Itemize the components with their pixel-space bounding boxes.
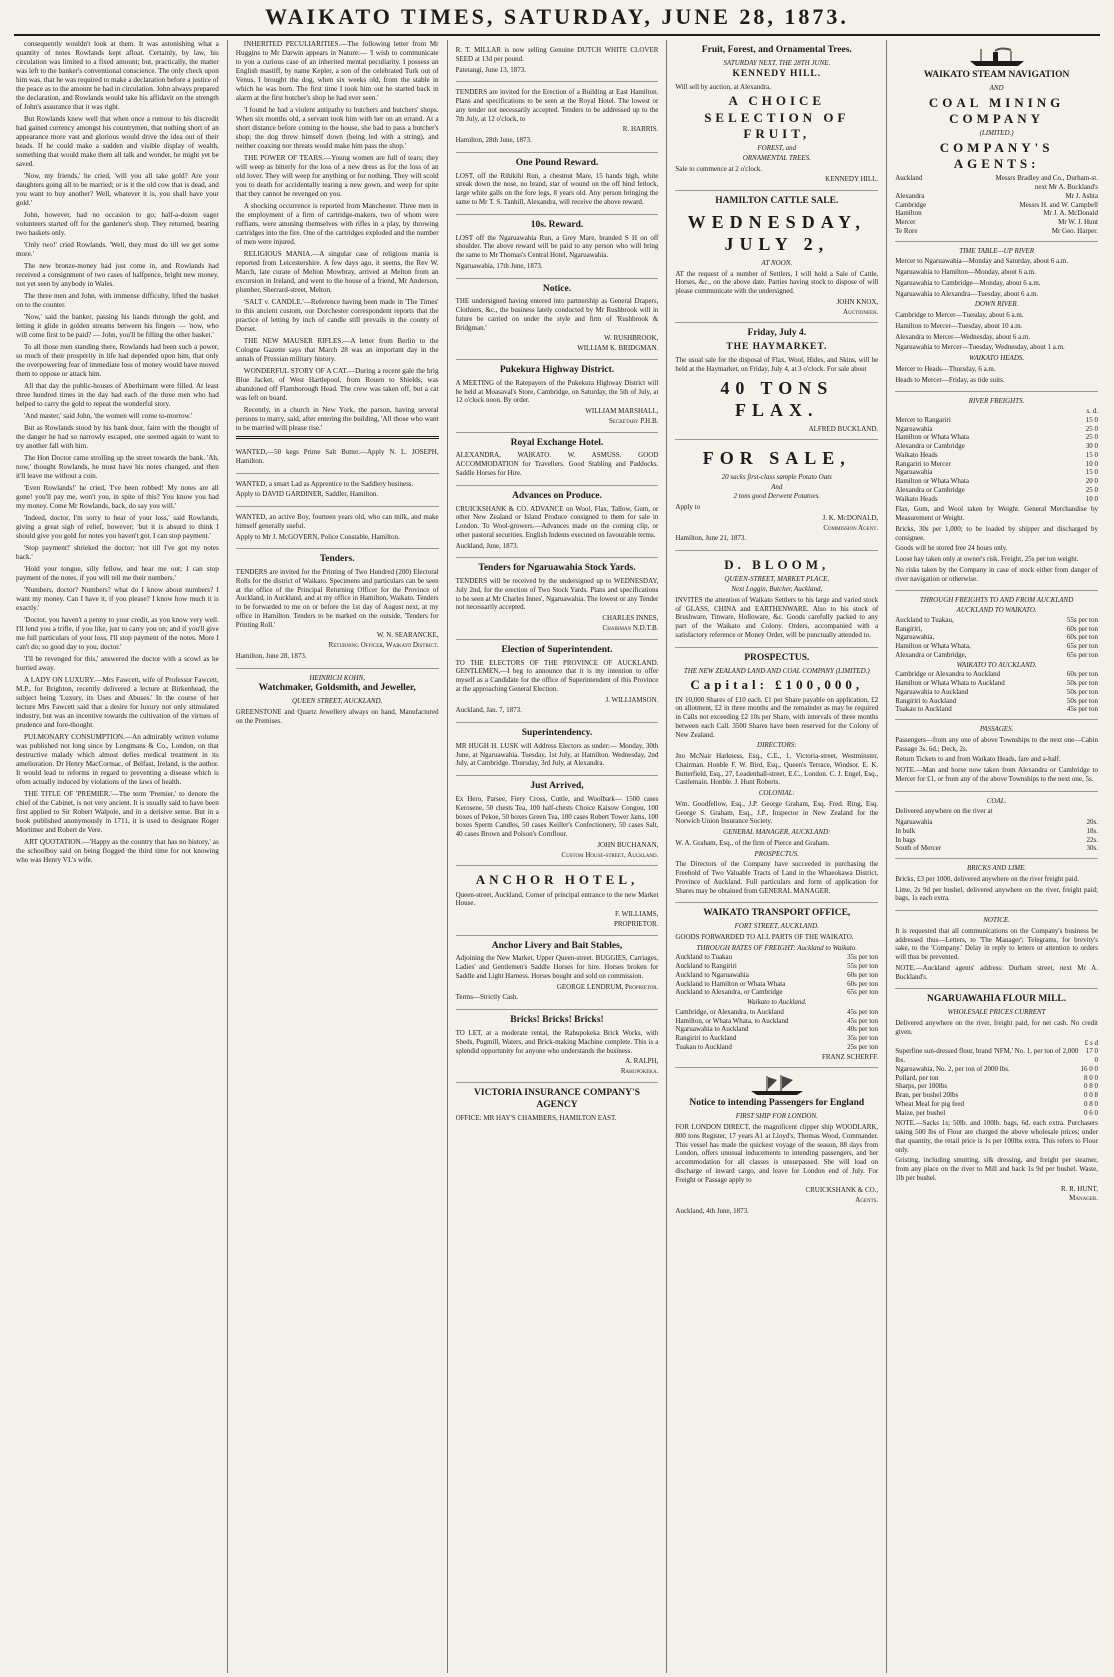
superintendency-ad	[456, 723, 659, 776]
col1-para: 'Numbers, doctor? Numbers? what do I know about numbers? I want my money. Can I have it, if you please? I know how much it is exactly.'	[16, 586, 219, 612]
ad-date: Hamilton, June 21, 1873.	[675, 534, 747, 543]
freight-row: Ngaruawahia, 60s per ton	[895, 633, 1098, 642]
col1-para: All that day the public-houses of Aberhirnant were filled. At least three hundred times in the day had each of the three men who had helped to carry the gold to repeat the wonderful story.	[16, 382, 219, 408]
ad-body: W. A. Graham, Esq., of the firm of Pierce and Graham.	[675, 838, 830, 847]
col2-para: THE POWER OF TEARS.—Young women are full of tears; they will weep as bitterly for the loss of a new dress as for the loss of an old lover. They will weep for anything or for nothing. They will scold you to death for accidentally tearing a new gown, and weep for spite that they cannot be revenged on you.	[235, 154, 439, 198]
ad-sub: (LIMITED.)	[979, 129, 1014, 138]
ad-body: CRUICKSHANK & CO. ADVANCE on Wool, Flax, Tallow, Gum, or other New Zealand or Island Produce consigned to them for sale in London. To Wool-growers.—Advances made on the coming clip, or other pastoral securities. English Indents executed on favourable terms.	[455, 504, 659, 539]
freight-row: Hamilton or Whata Whata 20 0	[895, 477, 1098, 486]
ad-section-heading: COMPANY'S AGENTS:	[939, 139, 1054, 172]
ad-body: LOST off the Ngaruawahia Run, a Grey Mare, branded S H on off shoulder. The above reward will be paid to any person who will bring the same to Mr Thomas's Central Hotel, Ngaruawahia.	[455, 233, 659, 259]
ad-signature: Agents.	[855, 1196, 879, 1204]
column-5	[887, 40, 1106, 1673]
ad-section-heading: Waikato to Auckland.	[746, 998, 807, 1007]
ad-heading: Election of Superintendent.	[501, 644, 613, 655]
rate-row: Tuakau to Auckland 25s per ton	[675, 1042, 879, 1051]
ad-heading: One Pound Reward.	[515, 157, 599, 168]
ad-signature: R. R. HUNT,	[1060, 1184, 1098, 1193]
col1-para: 'Now,' said the banker, passing his hands through the gold, and letting it glide in golden streams between his fingers — 'now, who will come first to be paid? — John, you'll be filling the other basket.'	[16, 313, 219, 339]
freight-row: Cambridge or Alexandra to Auckland 60s per ton	[895, 670, 1098, 679]
ad-body: Adjoining the New Market, Upper Queen-street. BUGGIES, Carriages, Ladies' and Gentlemen's Saddle Horses for hire. Horses broken for Saddle and Light Harness. Horses bought and sold on commission.	[455, 954, 659, 980]
ad-body: GREENSTONE and Quartz Jewellery always on hand, Manufactured on the Premises.	[235, 708, 439, 725]
ad-big: A CHOICE SELECTION OF FRUIT,	[704, 93, 850, 141]
coal-row: Ngaruawahia 20s.	[895, 818, 1098, 827]
timetable-line: Ngaruawahia to Hamilton—Monday, about 6 a.m.	[895, 268, 1036, 277]
col2-para: A shocking occurrence is reported from Manchester. Three men in the employment of a firm of cartridge-makers, two of whom were ruffians, were amusing themselves with rifles in a play, by throwing cartridges into the fire. One of the cartridges exploded and the number of men were injured.	[235, 202, 439, 246]
ad-body: The usual sale for the disposal of Flax, Wool, Hides, and Skins, will be held at the Haymarket, on Friday, July 4, at 3 o'clock. For sale about	[675, 356, 879, 373]
insurance-ad	[456, 1083, 659, 1130]
timetable-line: Mercer to Ngaruawahia—Monday and Saturday, about 6 a.m.	[895, 257, 1069, 266]
ad-signature: CRUICKSHANK & CO.,	[805, 1186, 879, 1195]
col2-para: 'SALT v. CANDLE.'—Reference having been made in 'The Times' to this ancient custom, our Dorchester correspondent reports that the practice of letting by inch of candle still prevails in the county of Dorset.	[235, 298, 439, 333]
freight-cols: s. d.	[1086, 407, 1098, 416]
rate-row: Auckland to Ngaruawahia 60s per ton	[675, 970, 879, 979]
col1-para: 'Stop payment!' shrieked the doctor; 'not till I've got my notes back.'	[16, 544, 219, 561]
column-3	[448, 40, 668, 1673]
ad-heading: Just Arrived,	[530, 781, 584, 792]
ad-signature: Manager.	[1069, 1194, 1098, 1203]
ad-body: Ex Hero, Parsee, Fiery Cross, Cuttle, and Woolbark— 1500 cases Kerosene, 50 chests Tea, 100 half-chests Choice Kaisow Congou, 100 boxes of Pekoe, 50 boxes Green Tea, 100 cases Robert Tower Jams, 100 boxes Sperm Candles, 50 cases Keiller's Confectionery, 50 cases Salt, 40 cases Brown and Polson's Cornflour.	[455, 795, 659, 838]
freight-row: Rangiriri, 60s per ton	[895, 624, 1098, 633]
ad-sub: WAIKATO TO AUCKLAND.	[956, 660, 1037, 669]
freight-row: Alexandra or Cambridge 25 0	[895, 485, 1098, 494]
ad-body: Delivered anywhere on the river, freight paid, for net cash. No credit given.	[895, 1019, 1098, 1036]
col1-para: 'Doctor, you haven't a penny to your credit, as you know very well. I'll lend you a trifle, if you like, just to carry you on; and if you'll give me full particulars of your loss, I'll stop payment of the notes. More I can't do; so good day to you, doctor.'	[16, 616, 219, 651]
ad-heading: WANTED,—50 kegs Prime Salt Butter.—Apply N. L. JOSEPH, Hamilton.	[235, 448, 439, 465]
ad-date: Auckland, Jan. 7, 1873.	[455, 706, 522, 715]
col1-para: 'Indeed, doctor, I'm sorry to hear of your loss,' said Rowlands, giving a great sigh of relief, however; 'but it is absurd to think I should give you gold for notes you haven't got. I can stop payment.'	[16, 514, 219, 540]
wanted-ad	[236, 442, 439, 474]
ad-body: Delivered anywhere on the river at	[895, 807, 993, 816]
rate-row: Auckland to Tuakau 35s per ton	[675, 953, 879, 962]
rate-row: Hamilton, or Whata Whata, to Auckland 45s per ton	[675, 1016, 879, 1025]
timetable-line: Heads to Mercer—Friday, as tide suits.	[895, 375, 1005, 384]
freight-note: Bricks, 30s per 1,000; to be loaded by shipper and discharged by consignee.	[895, 524, 1098, 542]
col1-para: The three men and John, with immense difficulty, lifted the basket on to the counter.	[16, 292, 219, 309]
ad-signature: JOHN KNOX,	[836, 297, 879, 306]
reward-ad	[456, 215, 659, 279]
ad-signature: CHARLES INNES,	[602, 614, 659, 623]
price-row: Wheat Meal for pig feed 0 8 0	[895, 1099, 1098, 1108]
ad-signature: Returning Officer, Waikato District.	[328, 641, 439, 650]
freight-row: Mercer to Rangariri 15 0	[895, 415, 1098, 424]
freight-row: Alexandra or Cambridge 30 0	[895, 442, 1098, 451]
ad-signature: Rahupokeka.	[620, 1067, 659, 1075]
ad-sub: AUCKLAND TO WAIKATO.	[956, 606, 1037, 615]
ad-section-heading: COAL.	[986, 796, 1007, 805]
agent-row: Te Rore Mr Geo. Harper.	[895, 226, 1098, 235]
column-2	[228, 40, 448, 1673]
ad-body: Queen-street, Auckland, Corner of principal entrance to the new Market House.	[455, 890, 659, 908]
agent-row: Mercer Mr W. J. Hunt	[895, 218, 1098, 227]
freight-note: Goods will be stored free 24 hours only.	[895, 544, 1008, 553]
ad-section-heading: THROUGH RATES OF FREIGHT: Auckland to Waikato.	[696, 943, 858, 952]
ad-big: FOR SALE,	[702, 448, 851, 469]
ad-signature: GEORGE LENDRUM, Proprietor.	[556, 982, 659, 991]
freight-row: Rangariri to Mercer 10 0	[895, 459, 1098, 468]
ad-heading: Fruit, Forest, and Ornamental Trees.	[701, 45, 852, 55]
ad-body: Return Tickets to and from Waikato Heads, fare and a-half.	[895, 755, 1061, 764]
timetable-line: Ngaruawahia to Cambridge—Monday, about 6 a.m.	[895, 278, 1041, 287]
timetable	[895, 242, 1098, 393]
ad-note: NOTE.—Man and horse now taken from Alexandra or Cambridge to Mercer for £1, or from any of the above Townships to the next one, 5s.	[895, 766, 1098, 783]
ad-line: 2 tons good Derwent Potatoes.	[733, 492, 821, 501]
prospectus-ad	[675, 648, 878, 904]
timetable-line: Cambridge to Mercer—Tuesday, about 6 a.m.	[895, 311, 1024, 320]
ad-line: ORNAMENTAL TREES.	[742, 153, 811, 162]
ad-section-heading: TIME TABLE—UP RIVER	[959, 246, 1034, 255]
rate-row: Auckland to Alexandra, or Cambridge 65s per ton	[675, 988, 879, 997]
column-rule	[236, 436, 439, 439]
ad-body: ALEXANDRA, WAIKATO. W. ASMUSS. GOOD ACCOMMODATION for Travellers. Good Stabling and Paddocks. Saddle Horses for Hire.	[455, 451, 659, 477]
ad-heading: D. BLOOM,	[724, 557, 830, 573]
column-1	[8, 40, 228, 1673]
price-row: Sharps, per 100lbs 0 8 0	[895, 1082, 1098, 1091]
ad-signature: Chairman N.D.T.B.	[602, 623, 659, 632]
ad-name: HEINRICH KOHN,	[309, 673, 365, 682]
steamer-icon	[967, 46, 1027, 68]
ad-heading: PROSPECTUS.	[744, 652, 810, 663]
ad-body: OFFICE: MR HAY'S CHAMBERS, HAMILTON EAST.	[455, 1113, 617, 1122]
ad-apply: Apply to	[675, 503, 701, 512]
ad-body: R. T. MILLAR is now selling Genuine DUTCH WHITE CLOVER SEED at 13d per pound.	[455, 46, 659, 63]
freight-row: Hamilton or Whata Whata to Auckland 50s per ton	[895, 679, 1098, 688]
ad-note: Gristing, including smutting, silk dressing, and freight per steamer, from any place on the river to Mill and back 1s 9d per bushel. Waste, 1lb per bushel.	[895, 1156, 1098, 1182]
ad-heading: 10s. Reward.	[530, 219, 584, 230]
ad-signature: Commission Agent.	[823, 523, 879, 532]
freight-note: No risks taken by the Company in case of stock either from danger of river navigation or otherwise.	[895, 565, 1098, 583]
ad-signature: Secretary P.H.B.	[608, 416, 659, 425]
freight-row: Hamilton or Whata Whata 25 0	[895, 433, 1098, 442]
freight-row: Waikato Heads 15 0	[895, 450, 1098, 459]
ad-date: Hamilton, June 28, 1873.	[235, 651, 307, 660]
ad-body: TENDERS are invited for the Erection of a Building at East Hamilton. Plans and specifications to be seen at the Royal Hotel. The lowest or any tender not necessarily accepted. Tenders to be addressed up to the 7th July, at 12 o'clock, to	[455, 88, 659, 123]
ad-heading: Notice.	[542, 283, 572, 294]
ad-date: Auckland, 4th June, 1873.	[675, 1206, 749, 1215]
transport-ad	[675, 903, 878, 1068]
price-row: Ngaruawahia, No. 2, per ton of 2000 lbs. 16 0 0	[895, 1064, 1098, 1073]
col1-para: A LADY ON LUXURY.—Mrs Fawcett, wife of Professor Fawcett, M.P., for Brighton, recently delivered a lecture at Birkenhead, the subject being 'Luxury, its Uses and Abuses.' In the course of her lecture Mrs Fawcett said that a desire for luxury not only stimulated industry, but was an incentive towards the cultivation of the virtues of prudence and fore-thought.	[16, 676, 219, 729]
ad-note: Sale to commence at 2 o'clock.	[675, 164, 763, 173]
stockyard-ad	[456, 558, 659, 639]
ad-sub: THE NEW ZEALAND LAND AND COAL COMPANY (LIMITED.)	[683, 666, 870, 675]
masthead-title: WAIKATO TIMES, SATURDAY, JUNE 28, 1873.	[265, 4, 849, 29]
ad-body: TO LET, at a moderate rental, the Rahupokeka Brick Works, with Sheds, Pugmill, Waters, and Brick-making Machine complete. This is a splendid opportunity for anyone who understands the business.	[455, 1029, 659, 1055]
ad-body: INVITES the attention of Waikato Settlers to his large and varied stock of GLASS, CHINA and EARTHENWARE. Also to his stock of Brushware, Tinware, Holloware, &c. Goods carefully packed to any part of the Waikato and Colony. Orders, accompanied with a satisfactory reference or Money Order, will be punctually attended to.	[675, 595, 879, 639]
ad-body: Apply to Mr J. McGOVERN, Police Constable, Hamilton.	[235, 532, 400, 541]
ad-heading: VICTORIA INSURANCE COMPANY'S AGENCY	[474, 1087, 640, 1110]
ad-body: IN 10,000 Shares of £10 each. £1 per Share payable on application, £2 on allotment, £2 in three months and the remainder as may be required in Calls not exceeding £2 10s per Share, with intervals of three months between each Call. 3500 Shares have been reserved for the Colony of New Zealand.	[675, 695, 879, 739]
ad-section-heading: DIRECTORS:	[757, 741, 797, 750]
ad-sub: WHOLESALE PRICES CURRENT	[947, 1008, 1046, 1017]
river-freights	[895, 392, 1098, 591]
ad-line: FOREST, and	[757, 144, 797, 152]
ad-heading: Royal Exchange Hotel.	[510, 437, 604, 448]
ad-signature: JOHN BUCHANAN,	[597, 840, 659, 849]
ad-body: Bricks, £3 per 1000, delivered anywhere on the river freight paid.	[895, 874, 1079, 883]
ad-heading: Bricks! Bricks! Bricks!	[510, 1015, 604, 1026]
ad-signature: W. RUSHBROOK,	[604, 334, 659, 343]
ad-section-heading: COLONIAL:	[758, 789, 795, 797]
ad-sub: Next Loggin, Butcher, Auckland,	[731, 585, 823, 594]
column-4	[667, 40, 887, 1673]
bricks-ad	[456, 1010, 659, 1083]
ad-signature: PROPRIETOR.	[613, 919, 659, 928]
ad-body: FOR LONDON DIRECT, the magnificent clipper ship WOODLARK, 800 tons Register, 17 years A1 at Lloyd's, Thomas Wood, Commander. This vessel has made the quickest voyage of the season, 88 days from London, offers unusual inducements to intending passengers, and her accommodation for all classes is unsurpassed. She will load on discharge of inward cargo, and leave for London end of July. For Freight or Passage apply to	[675, 1123, 879, 1184]
for-sale-ad	[675, 440, 878, 551]
freight-row: Ngaruawahia 25 0	[895, 424, 1098, 433]
livery-ad	[456, 936, 659, 1011]
tenders-ad	[236, 549, 439, 668]
ad-signature: J. K. McDONALD,	[822, 513, 879, 522]
ad-signature: R. HARRIS.	[622, 125, 659, 134]
col2-para: Recently, in a church in New York, the parson, having several persons to marry, said, after entering the building, 'All those who want to be married will please rise.'	[235, 406, 439, 432]
arrived-ad	[456, 776, 659, 866]
ad-body: TENDERS will be received by the undersigned up to WEDNESDAY, July 2nd, for the erection of Two Stock Yards. Plans and specifications to be seen at Mr Charles Innes', Ngaruawahia. The lowest or any Tender not necessarily accepted.	[455, 577, 659, 612]
company-notice	[895, 911, 1098, 989]
ad-body: GOODS FORWARDED TO ALL PARTS OF THE WAIKATO.	[675, 932, 854, 941]
ad-signature: A. RALPH,	[625, 1057, 659, 1066]
ad-signature: W. N. SEARANCKE,	[376, 631, 439, 640]
ad-heading: Superintendency.	[521, 728, 593, 738]
ad-heading: WANTED, a smart Lad as Apprentice to the Saddlery business.	[235, 479, 414, 488]
freight-note: Loose hay taken only at owner's risk. Freight, 25s per ton weight.	[895, 555, 1079, 564]
ad-heading: NGARUAWAHIA FLOUR MILL.	[927, 994, 1067, 1005]
ad-signature: Custom House-street, Auckland.	[561, 850, 659, 859]
col2-para: WONDERFUL STORY OF A CAT.—During a recent gale the brig Blue Jacket, of West Hartlepool, from Rouen to Shields, was abandoned off Flamborough Head. The crew was taken off, but a cat was left on board.	[235, 367, 439, 402]
ad-section-heading: WAIKATO HEADS.	[969, 354, 1025, 363]
ad-signature: ALFRED BUCKLAND.	[808, 424, 879, 433]
ad-big: COAL MINING COMPANY	[928, 94, 1065, 126]
london-ship-ad	[675, 1068, 878, 1222]
election-ad	[456, 640, 659, 723]
col1-para: The new bronze-money had just come in, and Rowlands had received a consignment of two cases of halfpence, bright new money, not yet seen by anybody in Wales.	[16, 262, 219, 288]
price-row: Superfine sun-dressed flour, brand 'NFM,' No. 1, per ton of 2,000 lbs. 17 0 0	[895, 1047, 1098, 1064]
ad-section-heading: GENERAL MANAGER, AUCKLAND:	[723, 828, 831, 836]
freight-row: Alexandra or Cambridge, 65s per ton	[895, 650, 1098, 659]
ad-heading: Advances on Produce.	[512, 490, 602, 501]
freight-row: Rangiriri to Auckland 50s per ton	[895, 696, 1098, 705]
agent-row: Hamilton Mr J. A. McDonald	[895, 209, 1098, 218]
ad-body: LOST, off the Rihikihi Run, a chestnut Mare, 15 hands high, white streak down the nose, no brand, star of wound on the off hind fetlock, large white galls on the fore legs, 8 years old. Any person bringing the same to Mr T. S. Tanhill, Alexandra, will receive the above reward.	[455, 171, 659, 206]
rate-row: Ngaruawahia to Auckland 40s per ton	[675, 1025, 879, 1034]
timetable-line: Ngaruawahia to Mercer—Tuesday, Wednesday, about 1 a.m.	[895, 343, 1065, 352]
ad-signature: WILLIAM MARSHALL,	[585, 407, 659, 415]
ad-heading: HAMILTON CATTLE SALE.	[715, 196, 839, 206]
ad-heading: WANTED, an active Boy, fourteen years old, who can milk, and make himself generally useful.	[235, 513, 439, 530]
ad-heading: Notice to intending Passengers for England	[689, 1098, 865, 1109]
kohn-ad	[236, 669, 439, 733]
cattle-sale-ad	[675, 191, 878, 323]
ad-and: AND	[989, 83, 1004, 92]
freight-row: Ngaruawahia 15 0	[895, 468, 1098, 477]
tender-building-ad	[456, 82, 659, 153]
ad-where: THE HAYMARKET.	[726, 342, 828, 353]
rate-row: Auckland to Rangiriri 55s per ton	[675, 962, 879, 971]
agent-row: Alexandra Mr J. Ashta	[895, 191, 1098, 200]
ad-date: Auckland, June, 1873.	[455, 541, 519, 550]
freight-note: Flax, Gum, and Wool taken by Weight. General Merchandise by Measurement or Weight.	[895, 505, 1098, 523]
col2-para: RELIGIOUS MANIA.—A singular case of religious mania is reported from Leicestershire. A few days ago, it seems, the Rev W. March, late curate of Melton Mowbray, arrived at Melton from an excursion in Ireland, and went to the house of a friend, Mr Anderson, plumber, Sherrard-street, Melton.	[235, 250, 439, 294]
col2-para: THE NEW MAUSER RIFLES.—A letter from Berlin to the Cologne Gazette says that March 28 was an important day in the annals of Prussian military history.	[235, 337, 439, 363]
bloom-ad	[675, 551, 878, 648]
passages	[895, 720, 1098, 792]
ad-heading: Watchmaker, Goldsmith, and Jeweller,	[258, 683, 416, 694]
col1-para: ART QUOTATION.—'Happy as the country that has no history,' as the schoolboy said on being flogged the third time for not knowing who was Henry VI.'s wife.	[16, 838, 219, 864]
ad-signature: FRANZ SCHERFF.	[821, 1052, 879, 1061]
ad-note: NOTE.—Sacks 1s; 50lb. and 100lb. bags, 6d. each extra. Purchasers taking 500 lbs of Flour are charged the above wholesale prices; under that quantity, the retail price is 1s per 100lbs extra. This refers to Flour only.	[895, 1119, 1098, 1154]
freight-row: Auckland to Tuakau, 55s per ton	[895, 615, 1098, 624]
ad-heading: Tenders for Ngaruawahia Stock Yards.	[478, 563, 636, 574]
ad-at: AT NOON.	[761, 258, 793, 267]
ad-section-heading: DOWN RIVER.	[974, 300, 1019, 309]
price-cols: £ s d	[1084, 1038, 1098, 1047]
agent-row: Cambridge Messrs H. and W. Campbell	[895, 200, 1098, 209]
ad-sub: FIRST SHIP FOR LONDON.	[735, 1112, 818, 1121]
freight-row: Waikato Heads 10 0	[895, 494, 1098, 503]
coal-row: South of Mercer 30s.	[895, 844, 1098, 853]
ad-body: The Directors of the Company have succeeded in purchasing the Freehold of Two Valuable Tracts of Land in the Whaeokawa District, Province of Auckland. Full particulars and form of application for Shares may be obtained from GENERAL MANAGER.	[675, 860, 879, 895]
ad-body: A MEETING of the Ratepayers of the Pukekura Highway District will be held at Moasaval's Store, Cambridge, on Saturday, the 5th of July, at 12 o'clock noon. By order.	[455, 378, 659, 405]
col1-para: 'Hold your tongue, silly fellow, and hear me out; I can stop payment of the notes, if you will tell me their numbers.'	[16, 565, 219, 582]
agent-row: next Mr A. Buckland's	[1034, 183, 1098, 192]
ad-section-heading: NOTICE.	[983, 916, 1010, 925]
ad-signature: J. WILLIAMSON.	[605, 695, 659, 704]
ad-date: Hamilton, 28th June, 1873.	[455, 136, 532, 144]
ad-signature: WILLIAM K. BRIDGMAN.	[577, 344, 659, 353]
ad-body: TENDERS are invited for the Printing of Two Hundred (200) Electoral Rolls for the district of Waikato. Specimens and particulars can be seen at the office of the Principal Returning Officer for the Province of Auckland, in Auckland, and at my office in Hamilton, Waikato. Tenders to be forwarded to me on or before the 1st day of August next, at my office in Hamilton. Tenders to be marked on the outside, 'Tenders for Printing Roll.'	[235, 568, 439, 629]
wanted-ad	[236, 474, 439, 508]
flax-sale-ad	[675, 323, 878, 440]
ad-date: Ngaruawahia, 17th June, 1873.	[455, 261, 543, 270]
notice-ad	[456, 279, 659, 360]
freight-row: Hamilton or Whata Whata, 65s per ton	[895, 642, 1098, 651]
ad-signature: KENNEDY HILL.	[825, 175, 879, 184]
ad-where: KENNEDY HILL.	[732, 68, 822, 79]
ad-sub: FORT STREET, AUCKLAND.	[734, 922, 819, 931]
ad-body: MR HUGH H. LUSK will Address Electors as under:— Monday, 30th June, at Ngaruawahia. Tuesday, 1st July, at Hamilton. Wednesday, 2nd July, at Cambridge. Thursday, 3rd July, at Alexandra.	[455, 741, 659, 768]
rate-row: Auckland to Hamilton or Whata Whata 60s per ton	[675, 979, 879, 988]
col1-para: 'Now, my friends,' he cried, 'will you all take gold? Are your daughters going all to be married; or is it the old cow that is dead, and you want to buy another? Well, whatever it is, you shall have your gold.'	[16, 172, 219, 207]
ad-big: WEDNESDAY, JULY 2,	[687, 211, 866, 255]
ad-body: TO THE ELECTORS OF THE PROVINCE OF AUCKLAND. GENTLEMEN,—I beg to announce that it is my intention to offer myself as a Candidate for the office of Superintendent of this Province at the approaching General Election.	[455, 658, 659, 693]
ad-body: Wm. Goodfellow, Esq., J.P. George Graham, Esq. Fred. Ring, Esq. George S. Graham, Esq., J.P., Inspector in New Zealand for the Norwich Union Insurance Society.	[675, 799, 879, 826]
bricks-lime	[895, 859, 1098, 911]
price-row: Maize, per bushel 0 6 0	[895, 1108, 1098, 1117]
ad-line: 20 sacks first-class sample Potato Oats	[721, 472, 832, 481]
price-row: Bran, per bushel 20lbs 0 0 8	[895, 1091, 1098, 1099]
wanted-ad	[236, 507, 439, 549]
ad-body: Lime, 2s 9d per bushel, delivered anywhere on the river, freight paid; bags, 1s each extra.	[895, 885, 1098, 903]
col2-para: 'I found he had a violent antipathy to butchers and butchers' shops. When six months old, a servant took him with her on an errand. At a short distance before coming to the house, she had to pass a butcher's shop; the dog threw himself down (being led with a string), and neither coaxing nor threats would make him pass the shop.'	[235, 106, 439, 150]
rate-row: Rangiriri to Auckland 35s per ton	[675, 1034, 879, 1043]
ad-heading: Pukekura Highway District.	[499, 364, 615, 375]
ad-body: It is requested that all communications on the Company's business be addressed thus—Letters, to 'The Manager'; Telegrams, for brevity's sake, to the 'Company.' Delay in reply to letters or attention to orders will thus be prevented.	[895, 926, 1098, 962]
ad-sub: QUEEN-STREET, MARKET PLACE,	[724, 575, 830, 584]
steam-navigation-ad	[895, 40, 1098, 242]
ad-when: SATURDAY NEXT, THE 28TH JUNE.	[723, 58, 831, 67]
col1-para: 'And master,' said John, 'the women will come to-morrow.'	[24, 412, 193, 420]
ad-signature: F. WILLIAMS,	[614, 910, 659, 918]
ad-big: 40 TONS FLAX.	[720, 377, 834, 421]
ad-section-heading: BRICKS AND LIME.	[966, 864, 1027, 873]
ad-heading: Tenders.	[319, 554, 355, 565]
fruit-trees-ad	[675, 40, 878, 191]
col1-para: John, however, had no occasion to go; half-a-dozen eager volunteers started off for the gardener's shop. They returned, bearing two baskets only.	[16, 211, 219, 237]
ad-body: Jno McNair Harkness, Esq., C.E., 1, Victoria-street, Westminster, Chairman. Honble F. W. Bird, Esq., Queen's Terrace, Windsor. E. K. Butterfield, Esq., 27, Leadenhall-street, E.C., London. C. J. Engel, Esq., Castlemain. Honble. J. Hunt Roberts.	[675, 752, 879, 787]
agent-row: Auckland Messrs Bradley and Co., Durham-st.	[895, 174, 1098, 183]
col1-para: 'I'll be revenged for this,' answered the doctor with a scowl as he hurried away.	[16, 655, 219, 672]
col1-para: consequently wouldn't look at them. It was astonishing what a quantity of notes Rowlands kept afloat. Certainly, by law, his circulation was limited to a fixed amount; but, practically, the matter was left to the banker's conventional conscience. The only check upon him was, that he was required to make a declaration before a justice of the peace as to the amount he had in circulation. John always prepared the declaration, and Rowlands would take his affidavit on the strength of John's assurance that it was right.	[16, 40, 219, 111]
coal-row: In bags 22s.	[895, 835, 1098, 844]
col1-para: But Rowlands knew well that when once a rumour to his discredit had gained currency amongst his countrymen, that nothing short of an appearance more vast and glorious would drive the idea out of their heads. If he could make a sudden and visible display of wealth, something that would make them all talk and wonder, he might yet be saved.	[16, 115, 219, 168]
ad-body: Apply to DAVID GARDINER, Saddler, Hamilton.	[235, 490, 379, 499]
ad-date: Terms—Strictly Cash.	[455, 993, 519, 1002]
hotel-ad	[456, 433, 659, 486]
ad-sub: QUEEN STREET, AUCKLAND.	[292, 697, 383, 706]
ad-signature: Auctioneer.	[843, 307, 879, 316]
col1-para: THE TITLE OF 'PREMIER.'—The term 'Premier,' to denote the chief of the Cabinet, is not very ancient. It is usually said to have been first applied to Sir Robert Walpole, and in a derisive sense. But in a book published anonymously in 1711, it is used to designate Roger Mortimer and Robert de Vere.	[16, 790, 219, 834]
ad-section-heading: PASSAGES.	[979, 725, 1014, 734]
ad-capital: Capital: £100,000,	[690, 677, 864, 693]
ad-body: Passengers—from any one of above Townships to the next one—Cabin Passage 3s. 6d.; Deck, 2s.	[895, 735, 1098, 753]
col1-para: The Hon Doctor came strolling up the street towards the bank. 'Ah, now,' thought Rowlands, he must have his notes changed, and then it'll leave me without a coin.	[16, 454, 219, 480]
timetable-line: Mercer to Heads—Thursday, 6 a.m.	[895, 364, 996, 373]
ad-line: And	[771, 482, 783, 491]
ad-body: Will sell by auction, at Alexandra,	[675, 82, 771, 91]
ad-section-heading: RIVER FREIGHTS.	[968, 397, 1025, 406]
ad-body: AT the request of a number of Settlers, I will hold a Sale of Cattle, Horses, &c., on the above date. Parties having stock to dispose of will please communicate with the undersigned.	[675, 269, 879, 296]
ship-icon	[747, 1074, 807, 1096]
col2-para: INHERITED PECULIARITIES.—The following letter from Mr Huggins to Mr Darwin appears in Nature:— 'I wish to communicate to you a curious case of an inherited mental peculiarity. I possess an English mastiff, by name Kepler, a son of the celebrated Turk out of Venus. I brought the dog, when six weeks old, from the stable in which he was born. The first time I took him out he started back in alarm at the first butcher's shop he had ever seen.'	[235, 40, 439, 102]
highway-ad	[456, 360, 659, 433]
ad-heading: WAIKATO TRANSPORT OFFICE,	[703, 908, 851, 919]
timetable-line: Alexandra to Mercer—Wednesday, about 6 a.m.	[895, 332, 1031, 341]
through-freights	[895, 591, 1098, 720]
ad-section-heading: THROUGH FREIGHTS TO AND FROM AUCKLAND	[919, 596, 1074, 605]
clover-ad	[456, 40, 659, 82]
ad-note: NOTE.—Auckland agents' address: Durham street, next Mr A. Buckland's.	[895, 963, 1098, 981]
advances-ad	[456, 486, 659, 559]
columns	[8, 40, 1106, 1673]
timetable-line: Ngaruawahia to Alexandra—Tuesday, about 6 a.m.	[895, 289, 1039, 298]
ad-heading: Anchor Livery and Bait Stables,	[491, 940, 623, 951]
anchor-hotel-ad	[456, 866, 659, 935]
ad-heading: Friday, July 4.	[747, 328, 807, 339]
ad-body: THE undersigned having entered into partnership as General Drapers, Clothiers, &c., the business lately conducted by Mr Rushbrook will in future be carried on under the style and firm of 'Rushbrook & Bridgman.'	[455, 297, 659, 332]
masthead	[14, 0, 1100, 36]
flour-mill-ad	[895, 989, 1098, 1209]
col1-para: 'Even Rowlands!' he cried, 'I've been robbed! My notes are all gone! you'll pay me, won't you, in spite of this? You know you had my money. Come Mr Rowlands, back, do say you will.'	[16, 484, 219, 510]
col1-para: 'Only two!' cried Rowlands. 'Well, they must do till we get some more.'	[16, 241, 219, 258]
freight-row: Ngaruawahia to Auckland 50s per ton	[895, 687, 1098, 696]
ad-heading: WAIKATO STEAM NAVIGATION	[923, 70, 1070, 80]
ad-date: Patetangi, June 13, 1873.	[455, 65, 526, 74]
col1-para: To all those men standing there, Rowlands had been such a power, so much of their prosperity in life had depended upon him, that only the overpowering fear of immediate loss of money would have moved them to oppose or attack him.	[16, 343, 219, 378]
col1-para: PULMONARY CONSUMPTION.—An admirably written volume was published not long since by Longmans & Co., London, on that destructive malady which almost defies medical treatment in its amelioration. Dr Henry MacCormac, of Belfast, Ireland, is the author. It would lead to reforms in regard to preventing a disease which is often actually induced by violations of the laws of health.	[16, 733, 219, 786]
ad-section-heading: PROSPECTUS.	[754, 849, 800, 858]
col1-para: But as Rowlands stood by his bank door, faint with the thought of the danger he had so narrowly escaped, one seemed again to want to try another fall with him.	[16, 424, 219, 450]
coal	[895, 792, 1098, 860]
ad-heading: ANCHOR HOTEL,	[475, 872, 639, 888]
reward-ad	[456, 153, 659, 215]
price-row: Pollard, per ton 8 0 0	[895, 1073, 1098, 1082]
coal-row: In bulk 18s.	[895, 826, 1098, 835]
timetable-line: Hamilton to Mercer—Tuesday, about 10 a.m.	[895, 321, 1023, 330]
freight-row: Tuakau to Auckland 45s per ton	[895, 705, 1098, 714]
rate-row: Cambridge, or Alexandra, to Auckland 45s per ton	[675, 1007, 879, 1016]
